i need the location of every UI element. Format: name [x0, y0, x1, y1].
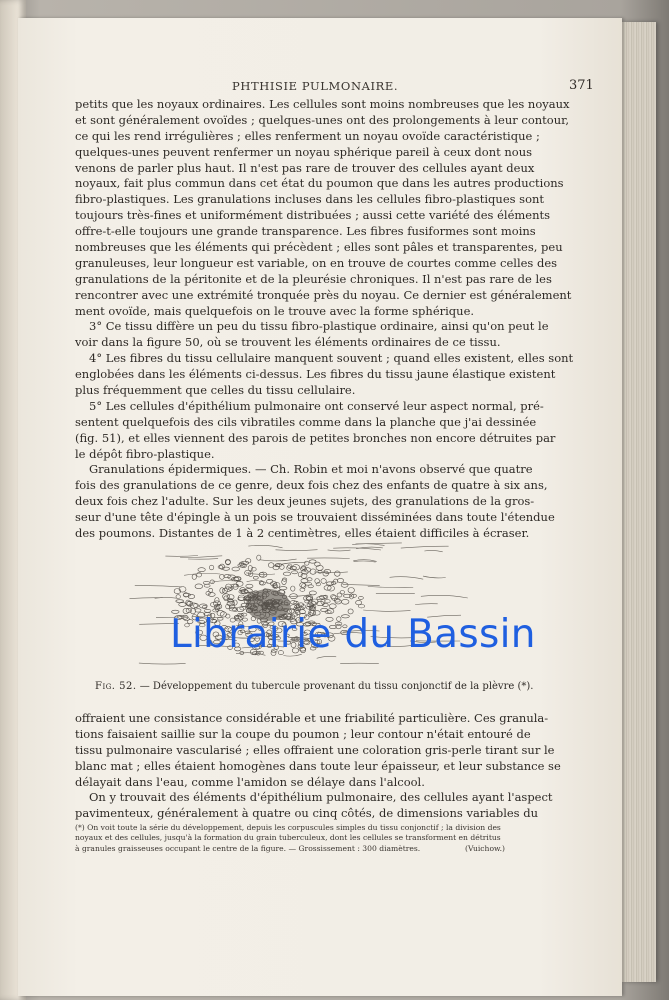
cell-mark	[197, 572, 202, 577]
page-stack-edges	[622, 22, 656, 982]
cell-mark	[352, 594, 357, 597]
fiber-mark	[276, 550, 318, 551]
cell-mark	[204, 584, 210, 587]
text-line: pavimenteux, généralement à quatre ou cinq côtés, de dimensions variables du	[75, 806, 538, 821]
cell-mark	[341, 583, 348, 588]
text-line: blanc mat ; elles étaient homogènes dans toute leur épaisseur, et leur substance se	[75, 758, 561, 773]
fiber-mark	[401, 546, 449, 548]
fiber-mark	[328, 550, 351, 551]
footnote	[75, 823, 505, 854]
text-line: et sont généralement ovoïdes ; quelques-unes ont des prolongements à leur contour,	[75, 112, 570, 127]
cell-mark	[199, 604, 207, 608]
footnote-line: (*) On voit toute la série du développement, depuis les corpuscules simples du tissu conjonctif ; la division des	[75, 823, 501, 832]
fiber-mark	[340, 663, 379, 664]
fiber-mark	[139, 663, 186, 664]
cell-mark	[326, 582, 333, 585]
text-line: plus fréquemment que celles du tissu cellulaire.	[75, 383, 356, 398]
cell-mark	[329, 604, 336, 609]
cell-mark	[209, 588, 213, 592]
cell-mark	[208, 593, 215, 597]
cell-mark	[246, 559, 251, 564]
footnote-attribution: (Vuichow.)	[465, 843, 505, 853]
fiber-mark	[247, 581, 268, 584]
text-line: deux fois chez l'adulte. Sur les deux jeunes sujets, des granulations de la gros-	[75, 494, 535, 509]
text-line: (fig. 51), et elles viennent des parois de petites bronches non encore détruites par	[75, 430, 556, 445]
text-line: englobées dans les éléments ci-dessus. Les fibres du tissu jaune élastique existent	[75, 367, 556, 382]
cell-mark	[321, 579, 326, 584]
text-line: fibro-plastiques. Les granulations incluses dans les cellules fibro-plastiques sont	[75, 192, 545, 207]
body-text-bottom	[75, 711, 561, 822]
text-line: seur d'une tête d'épingle à un pois se trouvaient disséminées dans toute l'étendue	[75, 510, 555, 525]
fiber-mark	[424, 550, 442, 551]
text-line: tissu pulmonaire vascularisé ; elles offraient une coloration gris-perle tirant sur le	[75, 742, 555, 757]
cell-mark	[340, 591, 344, 595]
text-line: délayait dans l'eau, comme l'amidon se délaye dans l'alcool.	[75, 774, 425, 789]
cell-mark	[192, 574, 196, 579]
cell-mark	[283, 572, 291, 575]
cell-mark	[194, 604, 199, 608]
cell-mark	[268, 563, 274, 568]
cell-mark	[253, 576, 258, 579]
fiber-mark	[390, 577, 424, 579]
text-line: venons de parler plus haut. Il n'est pas rare de trouver des cellules ayant deux	[75, 160, 535, 175]
body-text-top	[75, 97, 574, 542]
figure-caption-text: — Développement du tubercule provenant du tissu conjonctif de la plèvre (*).	[139, 681, 534, 692]
cell-mark	[224, 575, 231, 578]
text-line: granulations de la péritonite et de la pleurésie chroniques. Il n'est pas rare de les	[75, 271, 552, 286]
cell-mark	[257, 555, 261, 560]
text-line: ment ovoïde, mais quelquefois on le trouve avec la forme sphérique.	[75, 303, 475, 318]
cell-mark	[220, 588, 224, 594]
text-line: petits que les noyaux ordinaires. Les cellules sont moins nombreuses que les noyaux	[75, 97, 570, 111]
cell-mark	[304, 561, 309, 565]
cell-mark	[246, 584, 253, 588]
figure-caption	[95, 681, 534, 692]
fiber-mark	[188, 559, 218, 560]
fiber-mark	[165, 556, 198, 557]
fiber-mark	[421, 595, 468, 598]
fiber-mark	[423, 576, 446, 578]
text-line: 3° Ce tissu diffère un peu du tissu fibro-plastique ordinaire, ainsi qu'on peut le	[89, 319, 549, 334]
cell-mark	[318, 570, 322, 573]
text-line: tions faisaient saillie sur la coupe du poumon ; leur contour n'était entouré de	[75, 726, 531, 741]
cell-mark	[232, 567, 240, 571]
cell-mark	[337, 578, 343, 582]
cell-mark	[356, 600, 362, 604]
cell-mark	[282, 579, 287, 585]
text-line: fois des granulations de ce genre, deux fois chez des enfants de quatre à six ans,	[75, 478, 548, 493]
fiber-mark	[155, 597, 178, 598]
cell-mark	[300, 583, 306, 588]
cell-mark	[279, 587, 287, 590]
text-line: nombreuses que les éléments qui précèdent ; elles sont pâles et transparentes, peu	[75, 240, 563, 255]
text-line: noyaux, fait plus commun dans cet état du poumon que dans les autres productions	[75, 176, 564, 191]
fiber-mark	[184, 573, 220, 575]
fiber-mark	[307, 558, 350, 559]
cell-mark	[195, 584, 203, 589]
text-line: rencontrer avec une extrémité tronquée près du noyau. Ce dernier est généralement	[75, 287, 572, 302]
footnote-line: à granules graisseuses occupant le centre de la figure. — Grossissement : 300 diamètres.	[75, 843, 421, 853]
fiber-mark	[368, 587, 413, 588]
fiber-mark	[356, 547, 383, 549]
text-line: quelques-unes peuvent renfermer un noyau sphérique pareil à ceux dont nous	[75, 144, 533, 159]
text-line: 5° Les cellules d'épithélium pulmonaire ont conservé leur aspect normal, pré-	[89, 398, 544, 413]
text-line: toujours très-fines et uniformément distribuées ; aussi cette variété des éléments	[75, 208, 551, 223]
cell-mark	[341, 599, 349, 604]
cell-mark	[223, 594, 230, 600]
cell-mark	[176, 600, 184, 603]
fiber-mark	[354, 561, 376, 562]
text-line: voir dans la figure 50, où se trouvent les éléments ordinaires de ce tissu.	[75, 335, 501, 350]
cell-mark	[220, 574, 225, 579]
text-line: sentent quelquefois des cils vibratiles comme dans la planche que j'ai dessinée	[75, 414, 537, 429]
cell-mark	[335, 571, 341, 576]
footnote-line: noyaux et des cellules, jusqu'à la formation du grain tuberculeux, dont les cellules se transforment en détritus	[75, 833, 501, 843]
text-line: offre-t-elle toujours une grande transparence. Les fibres fusiformes sont moins	[75, 224, 536, 239]
text-line: granuleuses, leur longueur est variable, on en trouve de courtes comme celles des	[75, 255, 558, 270]
cell-mark	[319, 595, 326, 599]
cell-mark	[335, 599, 341, 604]
cell-mark	[179, 603, 186, 607]
cell-mark	[291, 586, 295, 591]
fiber-mark	[314, 572, 348, 573]
text-line: On y trouvait des éléments d'épithélium pulmonaire, des cellules ayant l'aspect	[89, 790, 553, 805]
cell-mark	[266, 579, 273, 583]
running-head: PHTHISIE PULMONAIRE.	[232, 79, 399, 93]
text-line: le dépôt fibro-plastique.	[75, 446, 215, 461]
fiber-mark	[333, 548, 381, 550]
page-number: 371	[569, 78, 594, 93]
cell-mark	[348, 588, 354, 593]
text-line: offraient une consistance considérable et une friabilité particulière. Ces granula-	[75, 711, 549, 725]
text-line: 4° Les fibres du tissu cellulaire manquent souvent ; quand elles existent, elles sont	[89, 351, 574, 366]
cell-mark	[302, 566, 306, 570]
figure-label: Fig. 52.	[95, 681, 137, 692]
text-line: des poumons. Distantes de 1 à 2 centimètres, elles étaient difficiles à écraser.	[75, 526, 530, 541]
fiber-mark	[259, 559, 296, 561]
cell-mark	[209, 565, 213, 570]
cell-mark	[203, 581, 209, 584]
fiber-mark	[248, 545, 282, 547]
text-line: ce qui les rend irrégulières ; elles renferment un noyau ovoïde caractéristique ;	[75, 128, 540, 143]
cell-mark	[325, 600, 330, 603]
cell-mark	[218, 565, 223, 568]
cell-mark	[292, 571, 298, 574]
cell-mark	[198, 568, 205, 572]
fiber-mark	[281, 562, 306, 564]
fiber-mark	[415, 604, 438, 605]
text-line: Granulations épidermiques. — Ch. Robin et moi n'avons observé que quatre	[89, 462, 533, 477]
cell-mark	[337, 593, 342, 597]
watermark-text: Librairie du Bassin	[170, 612, 536, 657]
cell-mark	[290, 601, 296, 604]
fiber-mark	[352, 544, 384, 546]
fiber-mark	[135, 586, 182, 587]
cell-mark	[305, 582, 311, 585]
cell-mark	[309, 591, 316, 595]
cell-mark	[358, 596, 363, 599]
cell-mark	[287, 566, 291, 571]
